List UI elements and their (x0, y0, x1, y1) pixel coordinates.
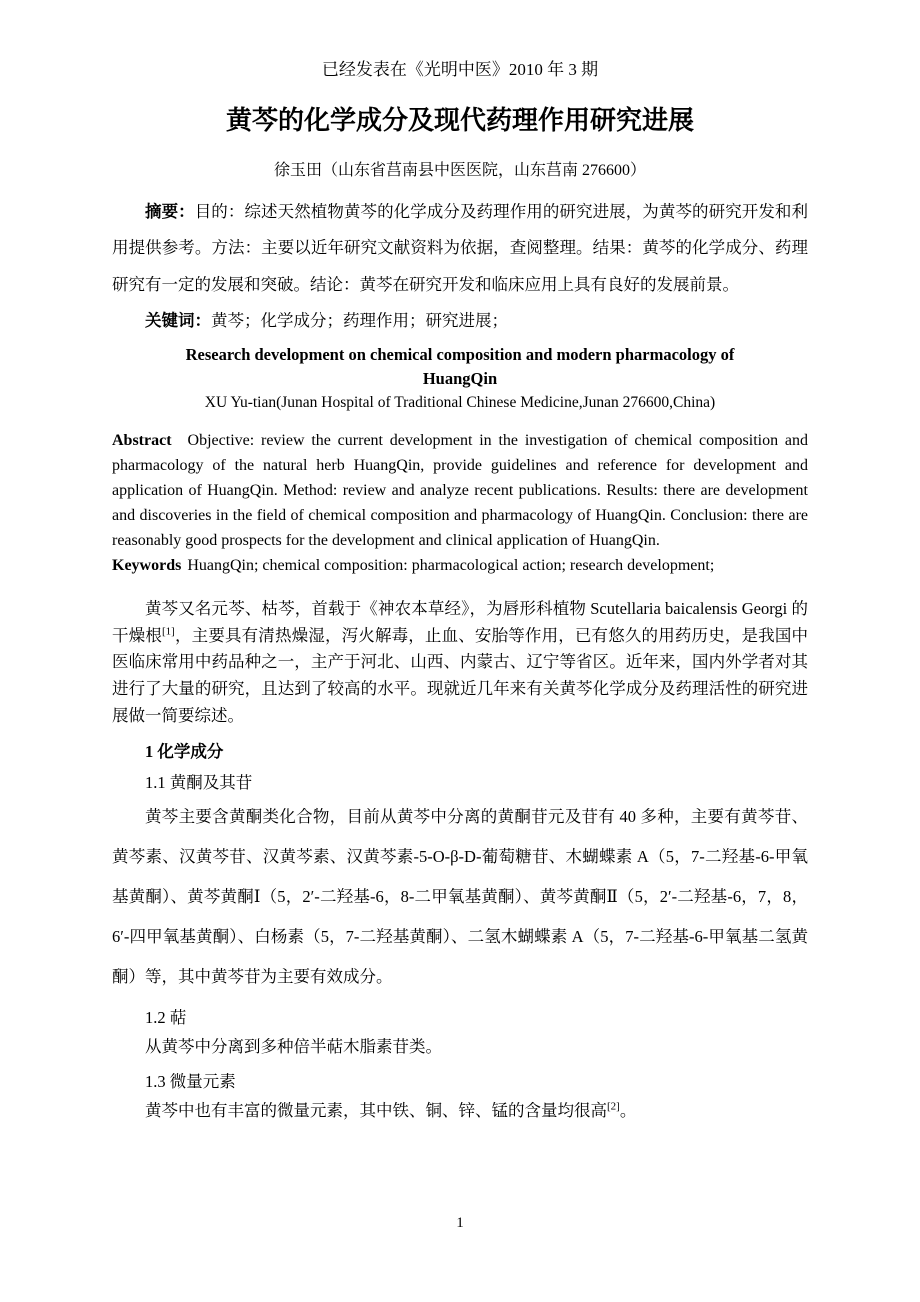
section-1-3-paragraph (112, 1095, 808, 1127)
abstract-text: 目的：综述天然植物黄芩的化学成分及药理作用的研究进展，为黄芩的研究开发和利用提供参考。方法：主要以近年研究文献资料为依据，查阅整理。结果：黄芩的化学成分、药理研究有一定的发展和突破。结论：黄芩在研究开发和临床应用上具有良好的发展前景。 (112, 201, 809, 294)
published-note: 已经发表在《光明中医》2010 年 3 期 (321, 60, 599, 79)
section-1-heading: 1 化学成分 (145, 741, 224, 761)
english-title-line1: Research development on chemical composition and modern pharmacology of (185, 345, 735, 365)
english-abstract-label: Abstract (112, 432, 172, 450)
english-keywords-text: HuangQin; chemical composition: pharmacological action; research development; (187, 557, 715, 575)
author-line: 徐玉田（山东省莒南县中医医院，山东莒南 276600） (273, 161, 646, 179)
intro-text-1: 黄芩又名元芩、枯芩，首载于《神农本草经》，为唇形科植物 Scutellaria baicalensis Georgi 的干燥根 (112, 598, 808, 645)
abstract-label: 摘要： (145, 201, 195, 221)
section-1-3-text-2: 。 (619, 1101, 637, 1121)
keywords-label: 关键词： (145, 310, 211, 330)
section-1-3-heading: 1.3 微量元素 (145, 1071, 236, 1091)
english-title (112, 343, 808, 391)
intro-paragraph (112, 596, 808, 730)
section-1-2-heading: 1.2 萜 (145, 1007, 187, 1027)
english-author-line: XU Yu-tian(Junan Hospital of Traditional Chinese Medicine,Junan 276600,China) (204, 394, 716, 412)
english-abstract-text: Objective: review the current development in the investigation of chemical composition and pharmacology of the natural herb HuangQin, provide guidelines and reference for development and application of HuangQin. Method: review and analyze recent publications. Results: there are development and discoveries in the field of chemical composition and pharmacology of HuangQin. Conclusion: there are reasonably good prospects for the development and clinical application of HuangQin. (112, 432, 808, 550)
intro-text-2: ，主要具有清热燥湿，泻火解毒，止血、安胎等作用，已有悠久的用药历史，是我国中医临床常用中药品种之一，主产于河北、山西、内蒙古、辽宁等省区。近年来，国内外学者对其进行了大量的研究，且达到了较高的水平。现就近几年来有关黄芩化学成分及药理活性的研究进展做一简要综述。 (112, 625, 809, 725)
english-abstract (112, 429, 808, 554)
section-1-2-paragraph: 从黄芩中分离到多种倍半萜木脂素苷类。 (145, 1037, 442, 1057)
section-1-1-paragraph: 黄芩主要含黄酮类化合物，目前从黄芩中分离的黄酮苷元及苷有 40 多种，主要有黄芩苷、黄芩素、汉黄芩苷、汉黄芩素、汉黄芩素-5-O-β-D-葡萄糖苷、木蝴蝶素 A（5，7-二羟基-6-甲氧基黄酮）、黄芩黄酮Ⅰ（5，2′-二羟基-6，8-二甲氧基黄酮）、黄芩黄酮Ⅱ（5，2′-二羟基-6，7，8，6′-四甲氧基黄酮）、白杨素（5，7-二羟基黄酮）、二氢木蝴蝶素 A（5，7-二羟基-6-甲氧基二氢黄酮）等，其中黄芩苷为主要有效成分。 (112, 807, 808, 986)
page-number: 1 (456, 1215, 464, 1231)
keywords-text: 黄芩；化学成分；药理作用；研究进展； (211, 310, 508, 330)
english-title-line2: HuangQin (422, 369, 498, 389)
citation-ref-1: [1] (162, 625, 175, 638)
page-title: 黄芩的化学成分及现代药理作用研究进展 (225, 104, 694, 135)
keywords-line (112, 303, 808, 339)
section-1-3-text-1: 黄芩中也有丰富的微量元素，其中铁、铜、锌、锰的含量均很高 (145, 1101, 607, 1121)
citation-ref-2: [2] (607, 1100, 620, 1113)
abstract-paragraph (112, 194, 808, 303)
section-1-1-heading: 1.1 黄酮及其苷 (145, 773, 253, 793)
english-keywords-line (112, 554, 808, 579)
english-keywords-label: Keywords (112, 557, 182, 575)
